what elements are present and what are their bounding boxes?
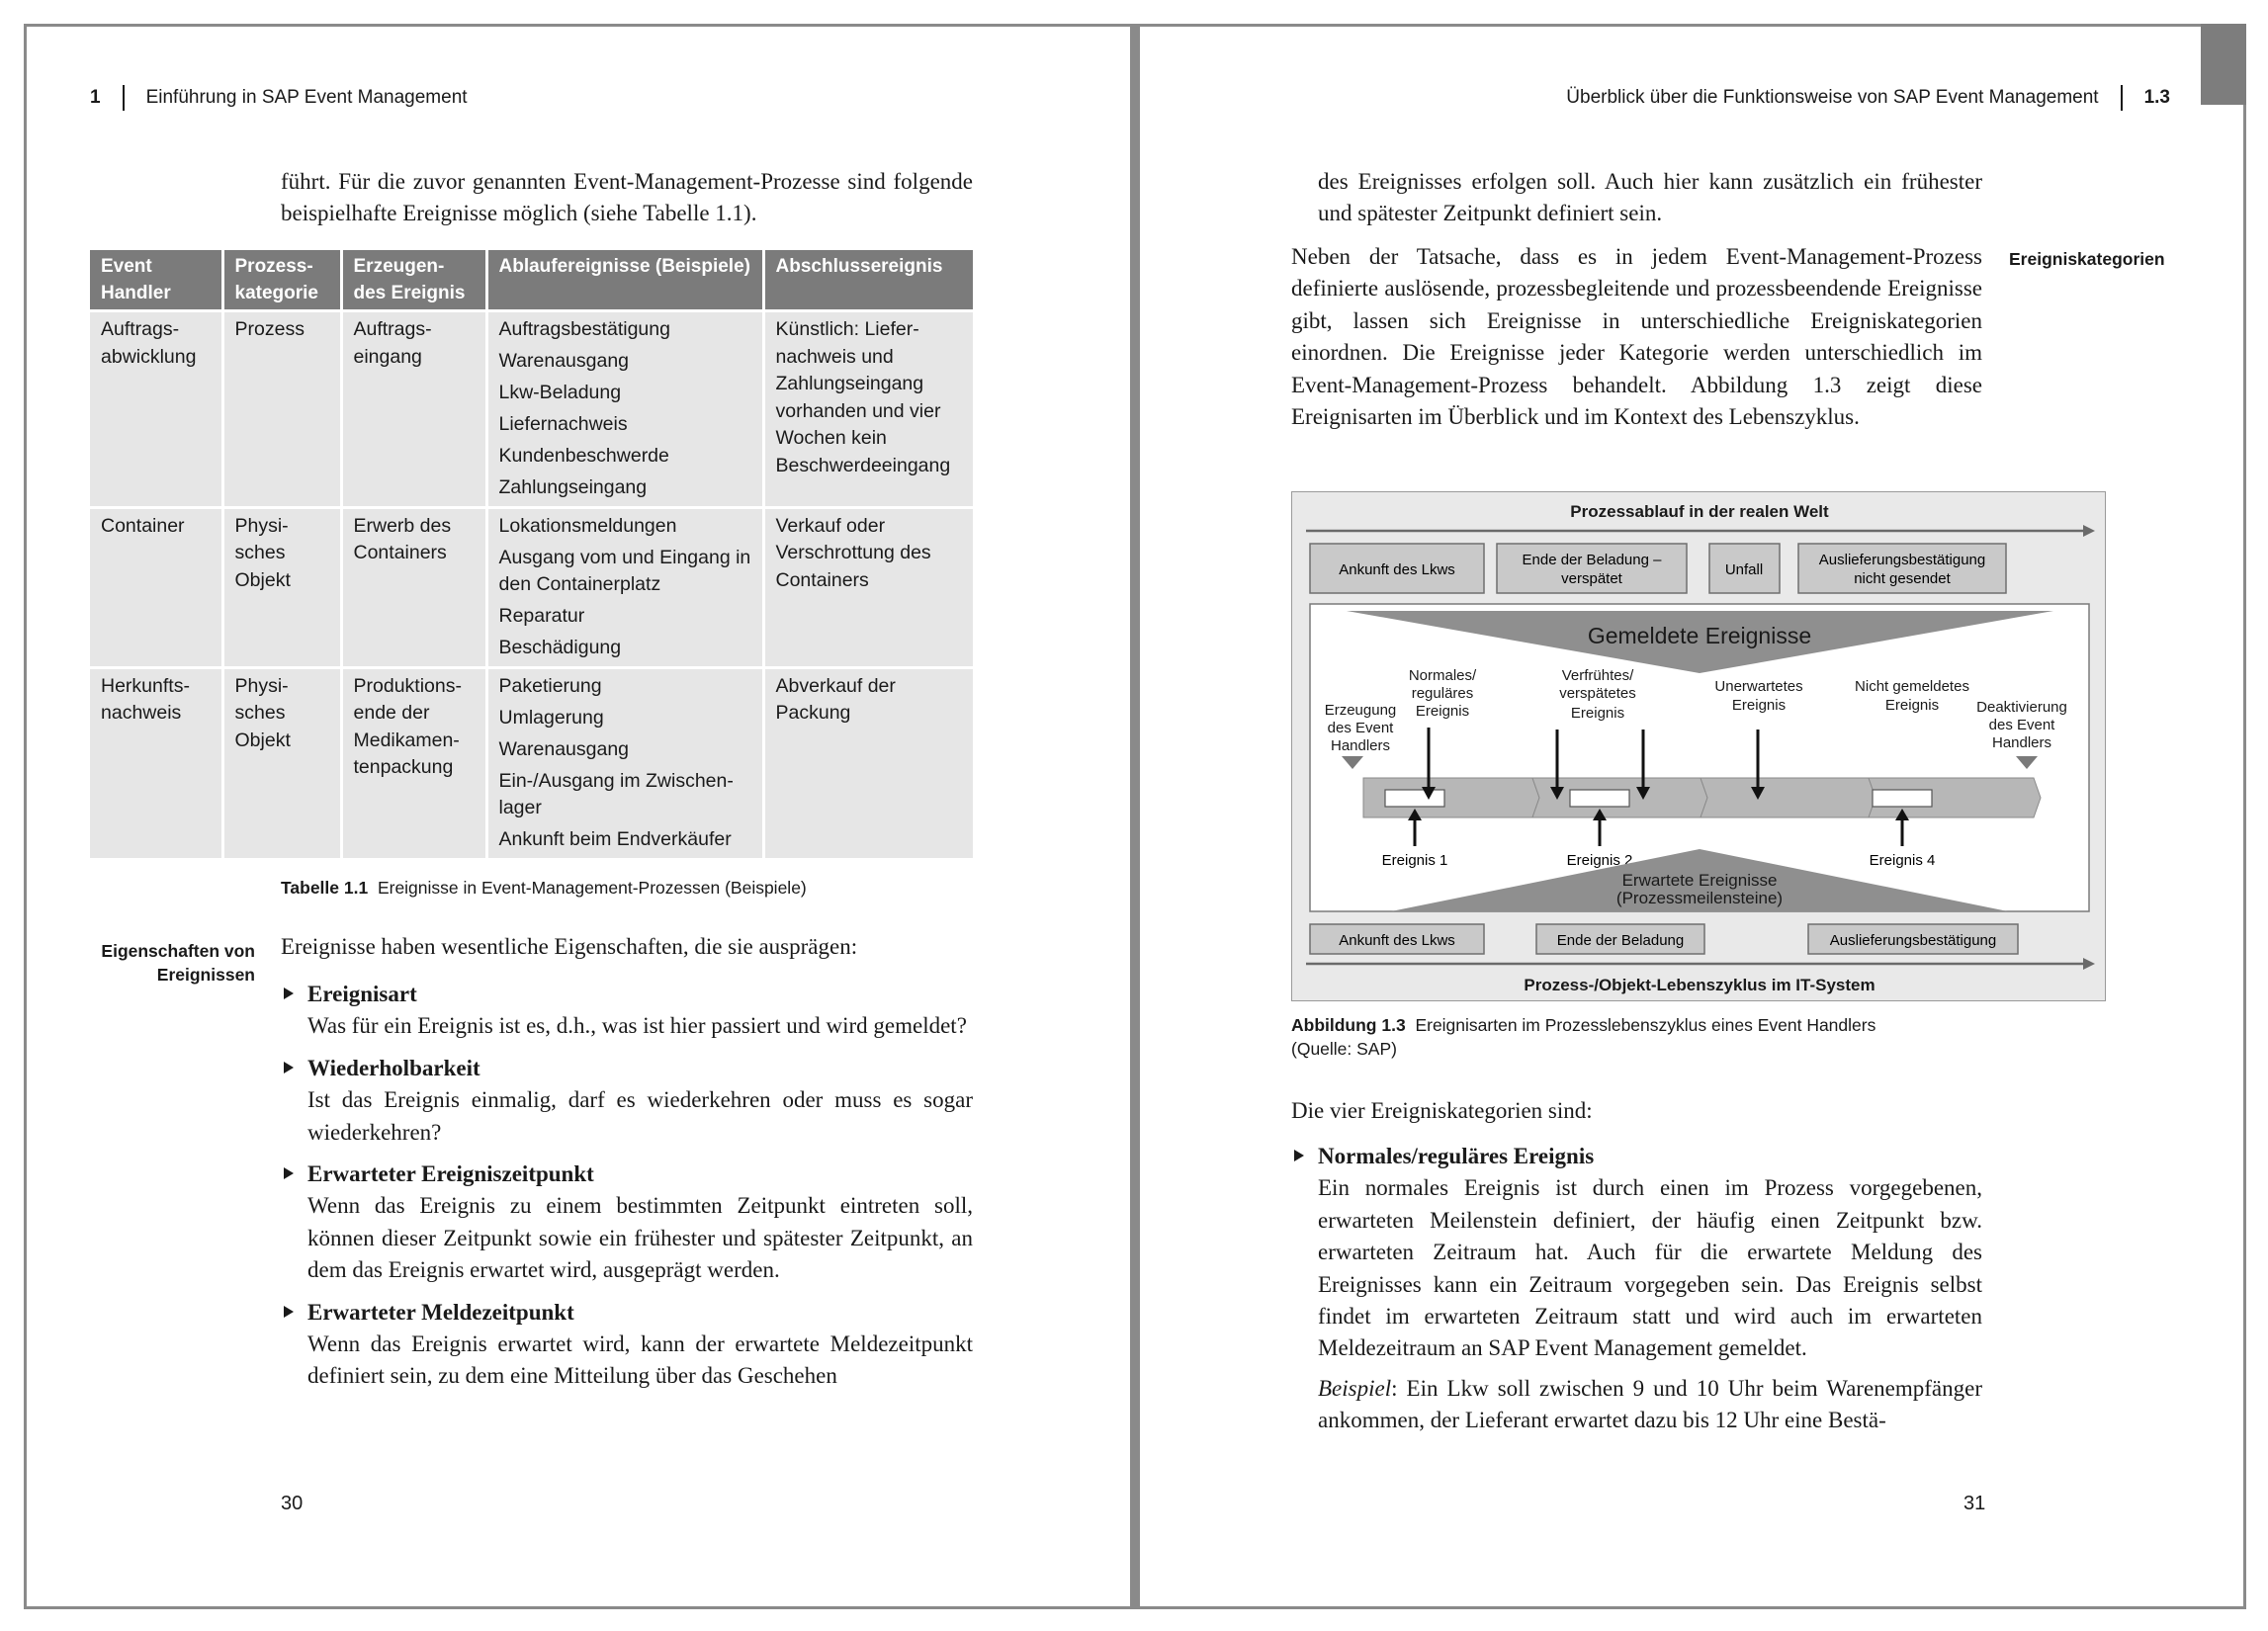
- table-cell-handler: Container: [90, 507, 222, 667]
- figure-caption-source: (Quelle: SAP): [1291, 1039, 1397, 1059]
- list-item: [281, 1297, 973, 1393]
- event-label-4: Ereignis 4: [1869, 852, 1936, 869]
- process-event: Lkw-Beladung: [498, 382, 622, 403]
- process-event: Ausgang vom und Eingang in den Containerplatz: [498, 546, 751, 595]
- bullet-text: Wenn das Ereignis zu einem bestimmten Zeitpunkt eintreten soll, können dieser Zeitpunkt sowie ein frühester und spätester Zeitpunkt, an dem das Ereignis erwartet wird, ausgeprägt werden.: [307, 1193, 973, 1283]
- bullet-term: Erwarteter Meldezeitpunkt: [307, 1299, 574, 1325]
- real-box-loading-late-label-2: verspätet: [1561, 570, 1622, 587]
- label-deactivation-2: des Event: [1988, 717, 2055, 733]
- label-early-late-2: verspätetes: [1559, 685, 1636, 702]
- table-header-cell: Prozess-kategorie: [222, 250, 341, 311]
- bullet-term: Wiederholbarkeit: [307, 1055, 480, 1080]
- table-cell-creation: Erwerb des Containers: [341, 507, 486, 667]
- bullet-term: Ereignisart: [307, 982, 417, 1006]
- bullet-term: Normales/reguläres Ereignis: [1318, 1144, 1595, 1168]
- label-early-late-1: Verfrühtes/: [1561, 667, 1634, 684]
- process-event: Zahlungseingang: [498, 476, 648, 498]
- section-number: 1.3: [2143, 87, 2170, 109]
- process-event: Warenausgang: [498, 350, 630, 372]
- table-cell-final: Künstlich: Liefer-nachweis und Zahlungseingang vorhanden und vier Wochen kein Beschwerdeeingang: [763, 311, 973, 508]
- reported-title: Gemeldete Ereignisse: [1587, 623, 1812, 648]
- categories-list: [1291, 1141, 1982, 1447]
- table-row: [90, 667, 973, 858]
- label-unexpected-1: Unerwartetes: [1714, 678, 1803, 695]
- table-cell-category: Physi-sches Objekt: [222, 667, 341, 858]
- table-caption-text: Ereignisse in Event-Management-Prozessen (Beispiele): [377, 878, 807, 898]
- process-event: Kundenbeschwerde: [498, 445, 669, 467]
- table-header-row: [90, 250, 973, 311]
- properties-list: [281, 979, 973, 1403]
- table-cell-handler: Auftrags-abwicklung: [90, 311, 222, 508]
- top-title: Prozessablauf in der realen Welt: [1570, 502, 1829, 521]
- lifecycle-arrow-head: [2083, 958, 2095, 970]
- label-normal-1: Normales/: [1408, 667, 1477, 684]
- event-slot-2: [1570, 790, 1629, 807]
- table-header-cell: Ablaufereignisse (Beispiele): [486, 250, 763, 311]
- label-unreported-1: Nicht gemeldetes: [1855, 678, 1969, 695]
- table-cell-events: [486, 311, 763, 508]
- page-number-left: 30: [281, 1493, 304, 1514]
- bullet-text: Ist das Ereignis einmalig, darf es wiederkehren oder muss es sogar wiederkehren?: [307, 1087, 973, 1145]
- example-label: Beispiel: [1318, 1375, 1392, 1401]
- label-creation-3: Handlers: [1330, 737, 1391, 754]
- header-divider: [2121, 85, 2123, 111]
- right-running-header: [1566, 85, 2170, 111]
- table-cell-events: [486, 507, 763, 667]
- chapter-title: Einführung in SAP Event Management: [145, 87, 468, 109]
- bullet-text: Was für ein Ereignis ist es, d.h., was ist hier passiert und wird gemeldet?: [307, 1013, 967, 1039]
- process-event: Umlagerung: [498, 706, 604, 729]
- process-event: Reparatur: [498, 605, 585, 627]
- example-text: : Ein Lkw soll zwischen 9 und 10 Uhr beim Warenempfänger ankommen, der Lieferant erwartet dazu bis 12 Uhr eine Bestä-: [1318, 1375, 1982, 1433]
- event-slot-1: [1385, 790, 1444, 807]
- margin-note-categories: Ereigniskategorien: [2009, 249, 2165, 269]
- header-divider: [123, 85, 125, 111]
- event-slot-4: [1873, 790, 1932, 807]
- table-cell-creation: Produktions-ende der Medikamen-tenpackung: [341, 667, 486, 858]
- process-event: Beschädigung: [498, 637, 622, 658]
- chapter-number: 1: [90, 87, 101, 109]
- categories-intro: Die vier Ereigniskategorien sind:: [1291, 1098, 1593, 1123]
- process-event: Warenausgang: [498, 737, 630, 760]
- continuation-paragraph: des Ereignisses erfolgen soll. Auch hier kann zusätzlich ein frühester und spätester Zeitpunkt definiert sein.: [1318, 169, 1982, 226]
- table-cell-creation: Auftrags-eingang: [341, 311, 486, 508]
- table-cell-final: Abverkauf der Packung: [763, 667, 973, 858]
- label-creation-1: Erzeugung: [1324, 702, 1397, 719]
- expected-title-1: Erwartete Ereignisse: [1621, 871, 1778, 890]
- list-item: [1291, 1141, 1982, 1437]
- table-row: [90, 507, 973, 667]
- label-creation-2: des Event: [1327, 720, 1394, 736]
- expected-title-2: (Prozessmeilensteine): [1615, 889, 1784, 907]
- it-box-confirmation-label: Auslieferungsbestätigung: [1829, 932, 1997, 949]
- table-cell-final: Verkauf oder Verschrottung des Containers: [763, 507, 973, 667]
- figure-diagram: [1292, 492, 2107, 1002]
- table-header-cell: Erzeugen-des Ereignis: [341, 250, 486, 311]
- real-box-loading-late-label-1: Ende der Beladung –: [1522, 552, 1662, 568]
- bullet-example: [1318, 1373, 1982, 1437]
- bullet-text: Ein normales Ereignis ist durch einen im Prozess vorgegebenen, erwarteten Meilenstein definiert, der häufig einen Zeitpunkt bzw. erwarteten Zeitraum hat. Auch für die erwartete Meldung des Ereignisses kann ein Zeitraum vorgegeben sein. Das Ereignis selbst findet im erwarteten Zeitraum statt und wird auch im erwarteten Meldezeitraum an SAP Event Management gemeldet.: [1318, 1175, 1982, 1361]
- section-title: Überblick über die Funktionsweise von SAP Event Management: [1566, 87, 2099, 109]
- label-unexpected-2: Ereignis: [1731, 697, 1787, 714]
- label-unreported-2: Ereignis: [1884, 697, 1940, 714]
- event-lifecycle-figure: [1291, 491, 2106, 1001]
- list-item: [281, 1159, 973, 1287]
- table-caption: [281, 876, 807, 900]
- page-number-right: 31: [1963, 1493, 1986, 1514]
- label-deactivation-3: Handlers: [1991, 734, 2052, 751]
- label-normal-2: reguläres: [1411, 685, 1474, 702]
- figure-caption-text: Ereignisarten im Prozesslebenszyklus eines Event Handlers: [1415, 1015, 1876, 1035]
- bullet-term: Erwarteter Ereigniszeitpunkt: [307, 1161, 594, 1187]
- process-event: Ein-/Ausgang im Zwischen-lager: [498, 769, 734, 818]
- it-box-loading-end-label: Ende der Beladung: [1556, 932, 1685, 949]
- left-running-header: [90, 85, 468, 111]
- lifecycle-segment-3: [1701, 778, 1875, 817]
- table-cell-category: Physi-sches Objekt: [222, 507, 341, 667]
- intro-paragraph: führt. Für die zuvor genannten Event-Management-Prozesse sind folgende beispielhafte Ereignisse möglich (siehe Tabelle 1.1).: [281, 169, 973, 226]
- real-box-confirmation-label-1: Auslieferungsbestätigung: [1818, 552, 1986, 568]
- figure-caption: [1291, 1013, 2003, 1061]
- label-deactivation-1: Deaktivierung: [1976, 699, 2067, 716]
- list-item: [281, 979, 973, 1043]
- table-cell-events: [486, 667, 763, 858]
- list-item: [281, 1053, 973, 1149]
- chapter-tab-marker: [2201, 24, 2246, 105]
- real-box-confirmation-label-2: nicht gesendet: [1854, 570, 1951, 587]
- process-event: Liefernachweis: [498, 413, 628, 435]
- figure-caption-label: Abbildung 1.3: [1291, 1015, 1406, 1035]
- table-cell-category: Prozess: [222, 311, 341, 508]
- label-early-late-3: Ereignis: [1570, 705, 1625, 722]
- table-caption-label: Tabelle 1.1: [281, 878, 369, 898]
- properties-intro: Ereignisse haben wesentliche Eigenschaften, die sie ausprägen:: [281, 934, 858, 959]
- table-row: [90, 311, 973, 508]
- table-header-cell: Abschlussereignis: [763, 250, 973, 311]
- event-table: [90, 250, 973, 858]
- event-label-1: Ereignis 1: [1381, 852, 1448, 869]
- process-event: Lokationsmeldungen: [498, 514, 677, 537]
- process-event: Ankunft beim Endverkäufer: [498, 828, 732, 850]
- categories-paragraph: Neben der Tatsache, dass es in jedem Event-Management-Prozess definierte auslösende, prozessbegleitende und prozessbeendende Ereignisse gibt, lassen sich Ereignisse in unterschiedliche Ereigniskategorien einordnen. Die Ereignisse jeder Kategorie werden unterschiedlich im Event-Management-Prozess behandelt. Abbildung 1.3 zeigt diese Ereignisarten im Überblick und im Kontext des Lebenszyklus.: [1291, 244, 1982, 430]
- table-header-cell: Event Handler: [90, 250, 222, 311]
- real-box-arrival-label: Ankunft des Lkws: [1339, 561, 1455, 578]
- process-event: Auftragsbestätigung: [498, 318, 670, 340]
- table-cell-handler: Herkunfts-nachweis: [90, 667, 222, 858]
- margin-note-properties: Eigenschaften von Ereignissen: [101, 941, 255, 985]
- real-world-arrow-head: [2083, 525, 2095, 537]
- it-box-arrival-label: Ankunft des Lkws: [1339, 932, 1455, 949]
- book-spine: [1130, 24, 1139, 1609]
- event-label-2: Ereignis 2: [1566, 852, 1633, 869]
- label-normal-3: Ereignis: [1415, 703, 1470, 720]
- process-event: Paketierung: [498, 674, 602, 697]
- real-box-accident-label: Unfall: [1724, 561, 1764, 578]
- bottom-title: Prozess-/Objekt-Lebenszyklus im IT-System: [1524, 976, 1875, 994]
- bullet-text: Wenn das Ereignis erwartet wird, kann der erwartete Meldezeitpunkt definiert sein, zu dem eine Mitteilung über das Geschehen: [307, 1331, 973, 1389]
